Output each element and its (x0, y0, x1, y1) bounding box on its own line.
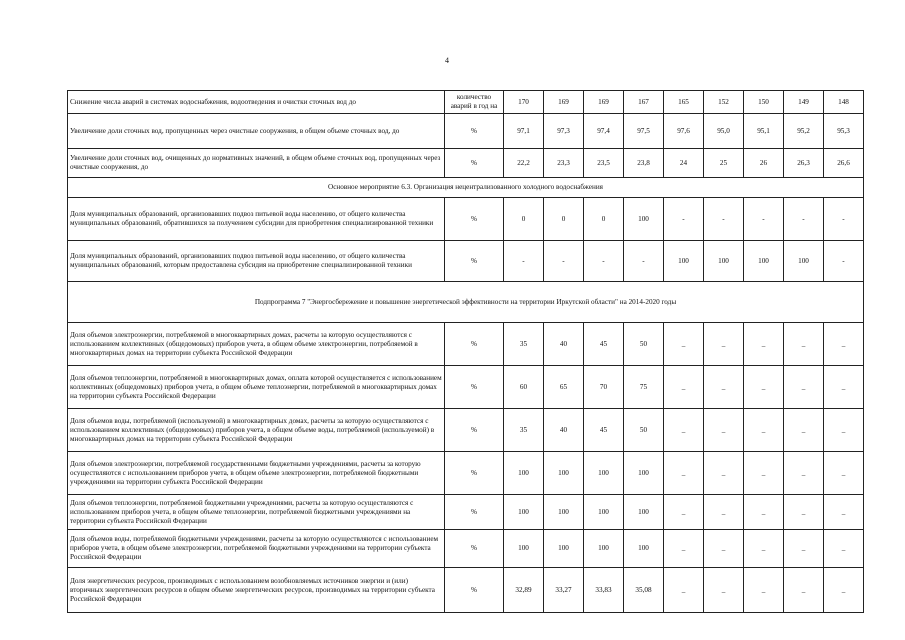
section-title: Подпрограмма 7 "Энергосбережение и повышение энергетической эффективности на территории Иркутской области" на 2014-2020 годы (68, 282, 864, 323)
indicator-unit: % (445, 452, 504, 495)
value-cell: 148 (824, 91, 864, 114)
value-cell: _ (784, 452, 824, 495)
value-cell: _ (824, 530, 864, 568)
value-cell: _ (664, 530, 704, 568)
value-cell: 170 (504, 91, 544, 114)
table-row (68, 323, 864, 366)
value-cell: 35 (504, 409, 544, 452)
value-cell: 75 (624, 366, 664, 409)
value-cell: 0 (544, 198, 584, 241)
value-cell: 152 (704, 91, 744, 114)
value-cell: 0 (584, 198, 624, 241)
value-cell: 60 (504, 366, 544, 409)
section-row (68, 178, 864, 198)
value-cell: 100 (624, 495, 664, 530)
value-cell: 97,3 (544, 114, 584, 149)
value-cell: 100 (544, 530, 584, 568)
value-cell: 97,5 (624, 114, 664, 149)
value-cell: 95,3 (824, 114, 864, 149)
value-cell: 95,1 (744, 114, 784, 149)
value-cell: 95,0 (704, 114, 744, 149)
value-cell: 100 (544, 452, 584, 495)
value-cell: 26,6 (824, 149, 864, 178)
value-cell: 167 (624, 91, 664, 114)
indicator-name: Доля объемов электроэнергии, потребляемой государственными бюджетными учреждениями, расчеты за которую осуществляются с использованием приборов учета, в общем объеме электроэнергии, потребляемой бюджетными учреждениями на территории субъекта Российской Федерации (68, 452, 445, 495)
indicator-unit: % (445, 241, 504, 282)
value-cell: 100 (624, 198, 664, 241)
value-cell: _ (744, 452, 784, 495)
section-row (68, 282, 864, 323)
value-cell: _ (744, 366, 784, 409)
value-cell: 24 (664, 149, 704, 178)
indicator-name: Снижение числа аварий в системах водоснабжения, водоотведения и очистки сточных вод до (68, 91, 445, 114)
value-cell: 100 (584, 530, 624, 568)
value-cell: 100 (544, 495, 584, 530)
value-cell: 26,3 (784, 149, 824, 178)
indicator-name: Доля объемов воды, потребляемой (используемой) в многоквартирных домах, расчеты за которую осуществляются с использованием коллективных (общедомовых) приборов учета, в общем объеме воды, потребляемой (используемой) в многоквартирных домах на территории субъекта Российской Федерации (68, 409, 445, 452)
value-cell: 169 (584, 91, 624, 114)
table-row (68, 241, 864, 282)
indicator-unit: % (445, 323, 504, 366)
value-cell: - (504, 241, 544, 282)
table-row (68, 530, 864, 568)
value-cell: _ (664, 568, 704, 613)
table-row (68, 114, 864, 149)
value-cell: 32,89 (504, 568, 544, 613)
table-row (68, 149, 864, 178)
value-cell: 50 (624, 409, 664, 452)
value-cell: - (664, 198, 704, 241)
indicator-name: Доля объемов теплоэнергии, потребляемой в многоквартирных домах, оплата которой осуществляется с использованием коллективных (общедомовых) приборов учета, в общем объеме теплоэнергии, потребляемой в многоквартирных домах на территории субъекта Российской Федерации (68, 366, 445, 409)
value-cell: 45 (584, 409, 624, 452)
value-cell: _ (744, 530, 784, 568)
value-cell: 100 (584, 495, 624, 530)
value-cell: _ (784, 409, 824, 452)
value-cell: _ (704, 530, 744, 568)
value-cell: 149 (784, 91, 824, 114)
value-cell: 40 (544, 409, 584, 452)
value-cell: 23,5 (584, 149, 624, 178)
value-cell: - (784, 198, 824, 241)
value-cell: - (624, 241, 664, 282)
indicator-name: Доля муниципальных образований, организовавших подвоз питьевой воды населению, от общего количества муниципальных образований, которым предоставлена субсидия на приобретение специализированной техники (68, 241, 445, 282)
value-cell: 97,1 (504, 114, 544, 149)
value-cell: 23,8 (624, 149, 664, 178)
value-cell: 95,2 (784, 114, 824, 149)
indicator-unit: % (445, 114, 504, 149)
indicator-name: Доля объемов воды, потребляемой бюджетными учреждениями, расчеты за которую осуществляются с использованием приборов учета, в общем объеме электроэнергии, потребляемой бюджетными учреждениями на территории субъекта Российской Федерации (68, 530, 445, 568)
value-cell: _ (824, 323, 864, 366)
value-cell: _ (824, 409, 864, 452)
indicator-unit: % (445, 409, 504, 452)
value-cell: _ (704, 409, 744, 452)
value-cell: 100 (704, 241, 744, 282)
value-cell: _ (704, 452, 744, 495)
value-cell: 33,83 (584, 568, 624, 613)
value-cell: 100 (744, 241, 784, 282)
value-cell: 100 (584, 452, 624, 495)
value-cell: _ (704, 323, 744, 366)
value-cell: _ (664, 452, 704, 495)
value-cell: 0 (504, 198, 544, 241)
value-cell: 33,27 (544, 568, 584, 613)
indicator-unit: % (445, 568, 504, 613)
value-cell: 100 (504, 495, 544, 530)
value-cell: _ (784, 366, 824, 409)
value-cell: _ (784, 323, 824, 366)
value-cell: 100 (504, 452, 544, 495)
value-cell: 45 (584, 323, 624, 366)
indicator-name: Доля объемов теплоэнергии, потребляемой бюджетными учреждениями, расчеты за которую осуществляются с использованием приборов учета, в общем объеме теплоэнергии, потребляемой бюджетными учреждениями на территории субъекта Российской Федерации (68, 495, 445, 530)
indicator-name: Доля энергетических ресурсов, производимых с использованием возобновляемых источников энергии и (или) вторичных энергетических ресурсов в общем объеме энергетических ресурсов, производимых на территории субъекта Российской Федерации (68, 568, 445, 613)
indicator-unit: % (445, 495, 504, 530)
indicator-name: Увеличение доли сточных вод, пропущенных через очистные сооружения, в общем объеме сточных вод, до (68, 114, 445, 149)
value-cell: _ (824, 495, 864, 530)
value-cell: - (744, 198, 784, 241)
value-cell: 22,2 (504, 149, 544, 178)
indicator-unit: количество аварий в год на (445, 91, 504, 114)
value-cell: 25 (704, 149, 744, 178)
indicator-name: Увеличение доли сточных вод, очищенных до нормативных значений, в общем объеме сточных вод, пропущенных через очистные сооружения, до (68, 149, 445, 178)
value-cell: _ (824, 452, 864, 495)
table-row (68, 495, 864, 530)
value-cell: 100 (504, 530, 544, 568)
value-cell: 50 (624, 323, 664, 366)
value-cell: 97,4 (584, 114, 624, 149)
value-cell: _ (744, 323, 784, 366)
value-cell: - (544, 241, 584, 282)
value-cell: _ (784, 530, 824, 568)
indicator-name: Доля объемов электроэнергии, потребляемой в многоквартирных домах, расчеты за которую осуществляются с использованием коллективных (общедомовых) приборов учета, в общем объеме электроэнергии, потребляемой в многоквартирных домах на территории субъекта Российской Федерации (68, 323, 445, 366)
value-cell: 165 (664, 91, 704, 114)
value-cell: 65 (544, 366, 584, 409)
indicator-unit: % (445, 366, 504, 409)
value-cell: 40 (544, 323, 584, 366)
value-cell: 100 (664, 241, 704, 282)
indicator-unit: % (445, 198, 504, 241)
value-cell: _ (664, 409, 704, 452)
value-cell: 70 (584, 366, 624, 409)
section-title: Основное мероприятие 6.3. Организация нецентрализованного холодного водоснабжения (68, 178, 864, 198)
value-cell: _ (664, 323, 704, 366)
page-number: 4 (445, 56, 449, 65)
value-cell: _ (704, 568, 744, 613)
indicator-name: Доля муниципальных образований, организовавших подвоз питьевой воды населению, от общего количества муниципальных образований, обратившихся за получением субсидии для приобретения специализированной техники (68, 198, 445, 241)
value-cell: _ (744, 495, 784, 530)
indicators-table (67, 90, 864, 613)
value-cell: 100 (784, 241, 824, 282)
value-cell: _ (744, 409, 784, 452)
value-cell: _ (824, 568, 864, 613)
value-cell: _ (784, 568, 824, 613)
table-row (68, 568, 864, 613)
value-cell: 26 (744, 149, 784, 178)
indicator-unit: % (445, 530, 504, 568)
value-cell: _ (824, 366, 864, 409)
value-cell: 150 (744, 91, 784, 114)
value-cell: 35 (504, 323, 544, 366)
value-cell: 169 (544, 91, 584, 114)
value-cell: _ (664, 495, 704, 530)
value-cell: 100 (624, 530, 664, 568)
indicator-unit: % (445, 149, 504, 178)
value-cell: _ (784, 495, 824, 530)
value-cell: - (824, 198, 864, 241)
value-cell: _ (704, 495, 744, 530)
value-cell: 100 (624, 452, 664, 495)
table-row (68, 409, 864, 452)
value-cell: _ (664, 366, 704, 409)
value-cell: _ (704, 366, 744, 409)
value-cell: 97,6 (664, 114, 704, 149)
table-row (68, 91, 864, 114)
value-cell: 23,3 (544, 149, 584, 178)
table-row (68, 198, 864, 241)
table-row (68, 366, 864, 409)
value-cell: - (584, 241, 624, 282)
value-cell: - (824, 241, 864, 282)
value-cell: _ (744, 568, 784, 613)
value-cell: - (704, 198, 744, 241)
table-row (68, 452, 864, 495)
value-cell: 35,08 (624, 568, 664, 613)
